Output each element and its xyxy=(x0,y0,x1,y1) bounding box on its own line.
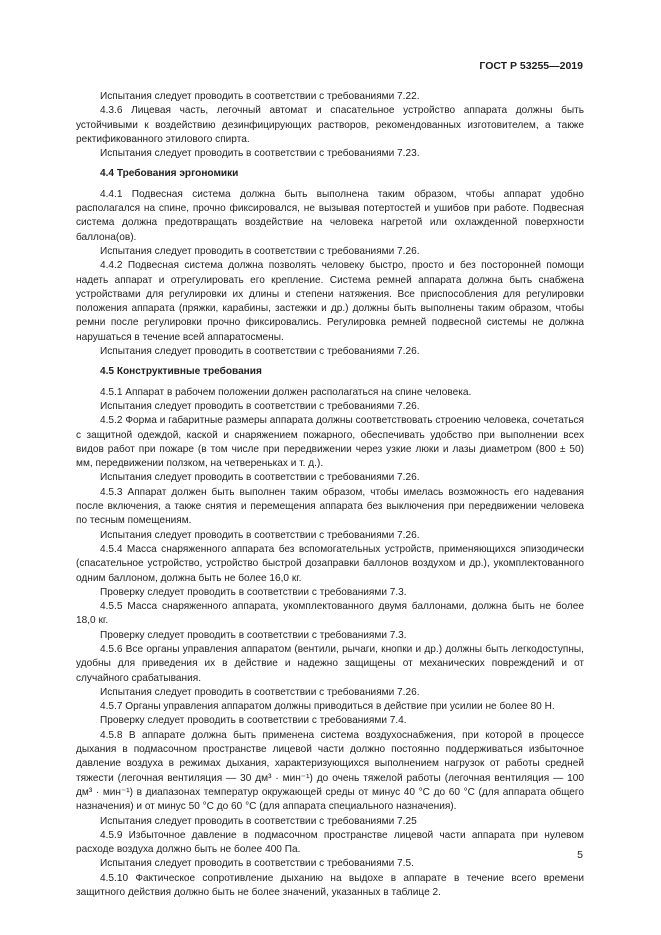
paragraph: 4.5.6 Все органы управления аппаратом (вентили, рычаги, кнопки и др.) должны быть легкодоступны, удобны для приведения их в действие и надежно защищены от механических повреждений и от случайного срабатывания. xyxy=(76,643,584,684)
page-number: 5 xyxy=(577,849,583,861)
paragraph: Испытания следует проводить в соответствии с требованиями 7.26. xyxy=(100,346,420,358)
paragraph: Испытания следует проводить в соответствии с требованиями 7.25 xyxy=(100,815,417,827)
paragraph: Проверку следует проводить в соответствии с требованиями 7.3. xyxy=(100,586,407,598)
paragraph: Испытания следует проводить в соответствии с требованиями 7.23. xyxy=(100,148,420,160)
paragraph: 4.4.2 Подвесная система должна позволять человеку быстро, просто и без посторонней помощи надеть аппарат и отрегулировать его крепление. Система ремней аппарата должна быть снабжена устройствами для регулировки их длины и степени натяжения. Все приспособления для регулировки положения аппарата (пряжки, карабины, застежки и др.) должны быть выполнены таким образом, чтобы ремни после регулировки прочно фиксировались. Регулировка ремней подвесной системы не должна нарушаться в течение всей аппаратосмены. xyxy=(76,260,584,343)
paragraph: Испытания следует проводить в соответствии с требованиями 7.26. xyxy=(100,686,420,698)
paragraph: Испытания следует проводить в соответствии с требованиями 7.26. xyxy=(100,529,420,541)
paragraph: 4.5.1 Аппарат в рабочем положении должен располагаться на спине человека. xyxy=(100,386,472,398)
paragraph: 4.4.1 Подвесная система должна быть выполнена таким образом, чтобы аппарат удобно располагался на спине, прочно фиксировался, не вызывая потертостей и ушибов при работе. Подвесная система должна предотвращать воздействие на человека нагретой или охлажденной поверхности баллона(ов). xyxy=(76,188,584,243)
paragraph: Проверку следует проводить в соответствии с требованиями 7.4. xyxy=(100,715,407,727)
section-heading: 4.5 Конструктивные требования xyxy=(100,366,262,378)
paragraph: Испытания следует проводить в соответствии с требованиями 7.22. xyxy=(100,91,420,102)
paragraph: Испытания следует проводить в соответствии с требованиями 7.26. xyxy=(100,400,420,412)
paragraph: 4.5.4 Масса снаряженного аппарата без вспомогательных устройств, применяющихся эпизодически (спасательное устройство, устройство быстрой дозаправки баллонов воздухом и др.), укомплектованного одним баллоном, должна быть не более 16,0 кг. xyxy=(76,543,584,584)
paragraph: 4.5.2 Форма и габаритные размеры аппарата должны соответствовать строению человека, сочетаться с защитной одеждой, каской и снаряжением пожарного, обеспечивать удобство при выполнении всех видов работ при пожаре (в том числе при передвижении через узкие люки и лазы диаметром (800 ± 50) мм, передвижении ползком, на четвереньках и т. д.). xyxy=(76,415,584,470)
paragraph: 4.5.5 Масса снаряженного аппарата, укомплектованного двумя баллонами, должна быть не более 18,0 кг. xyxy=(76,601,584,627)
paragraph: 4.3.6 Лицевая часть, легочный автомат и спасательное устройство аппарата должны быть устойчивыми к воздействию дезинфицирующих растворов, рекомендованных изготовителем, а также ректификованного этилового спирта. xyxy=(76,105,584,145)
paragraph: Испытания следует проводить в соответствии с требованиями 7.26. xyxy=(100,245,420,257)
paragraph: 4.5.3 Аппарат должен быть выполнен таким образом, чтобы имелась возможность его надевания после включения, а также снятия и перемещения аппарата без выключения при передвижении человека по тесным помещениям. xyxy=(76,486,584,527)
paragraph: 4.5.9 Избыточное давление в подмасочном пространстве лицевой части аппарата при нулевом расходе воздуха должно быть не более 400 Па. xyxy=(76,829,584,856)
section-heading: 4.4 Требования эргономики xyxy=(100,168,239,180)
standard-number: ГОСТ Р 53255—2019 xyxy=(479,60,583,72)
paragraph: Испытания следует проводить в соответствии с требованиями 7.26. xyxy=(100,472,420,484)
paragraph: 4.5.8 В аппарате должна быть применена система воздухоснабжения, при которой в процессе дыхания в подмасочном пространстве лицевой части должно постоянно поддерживаться избыточное давление воздуха в режимах дыхания, характеризующихся выполнением нагрузок от работы средней тяжести (легочная вентиляция — 30 дм³ · мин⁻¹) до очень тяжелой работы (легочная вентиляция — 100 дм³ · мин⁻¹) в диапазонах температур окружающей среды от минус 40 °С до 60 °С (для аппарата общего назначения) и от минус 50 °С до 60 °С (для аппарата специального назначения). xyxy=(76,729,584,813)
paragraph: 4.5.10 Фактическое сопротивление дыханию на выдохе в аппарате в течение всего времени защитного действия должно быть не более значений, указанных в таблице 2. xyxy=(76,872,584,899)
document-body xyxy=(76,90,584,900)
paragraph: Испытания следует проводить в соответствии с требованиями 7.5. xyxy=(100,858,414,870)
paragraph: Проверку следует проводить в соответствии с требованиями 7.3. xyxy=(100,629,407,641)
paragraph: 4.5.7 Органы управления аппаратом должны приводиться в действие при усилии не более 80 Н. xyxy=(100,701,555,713)
